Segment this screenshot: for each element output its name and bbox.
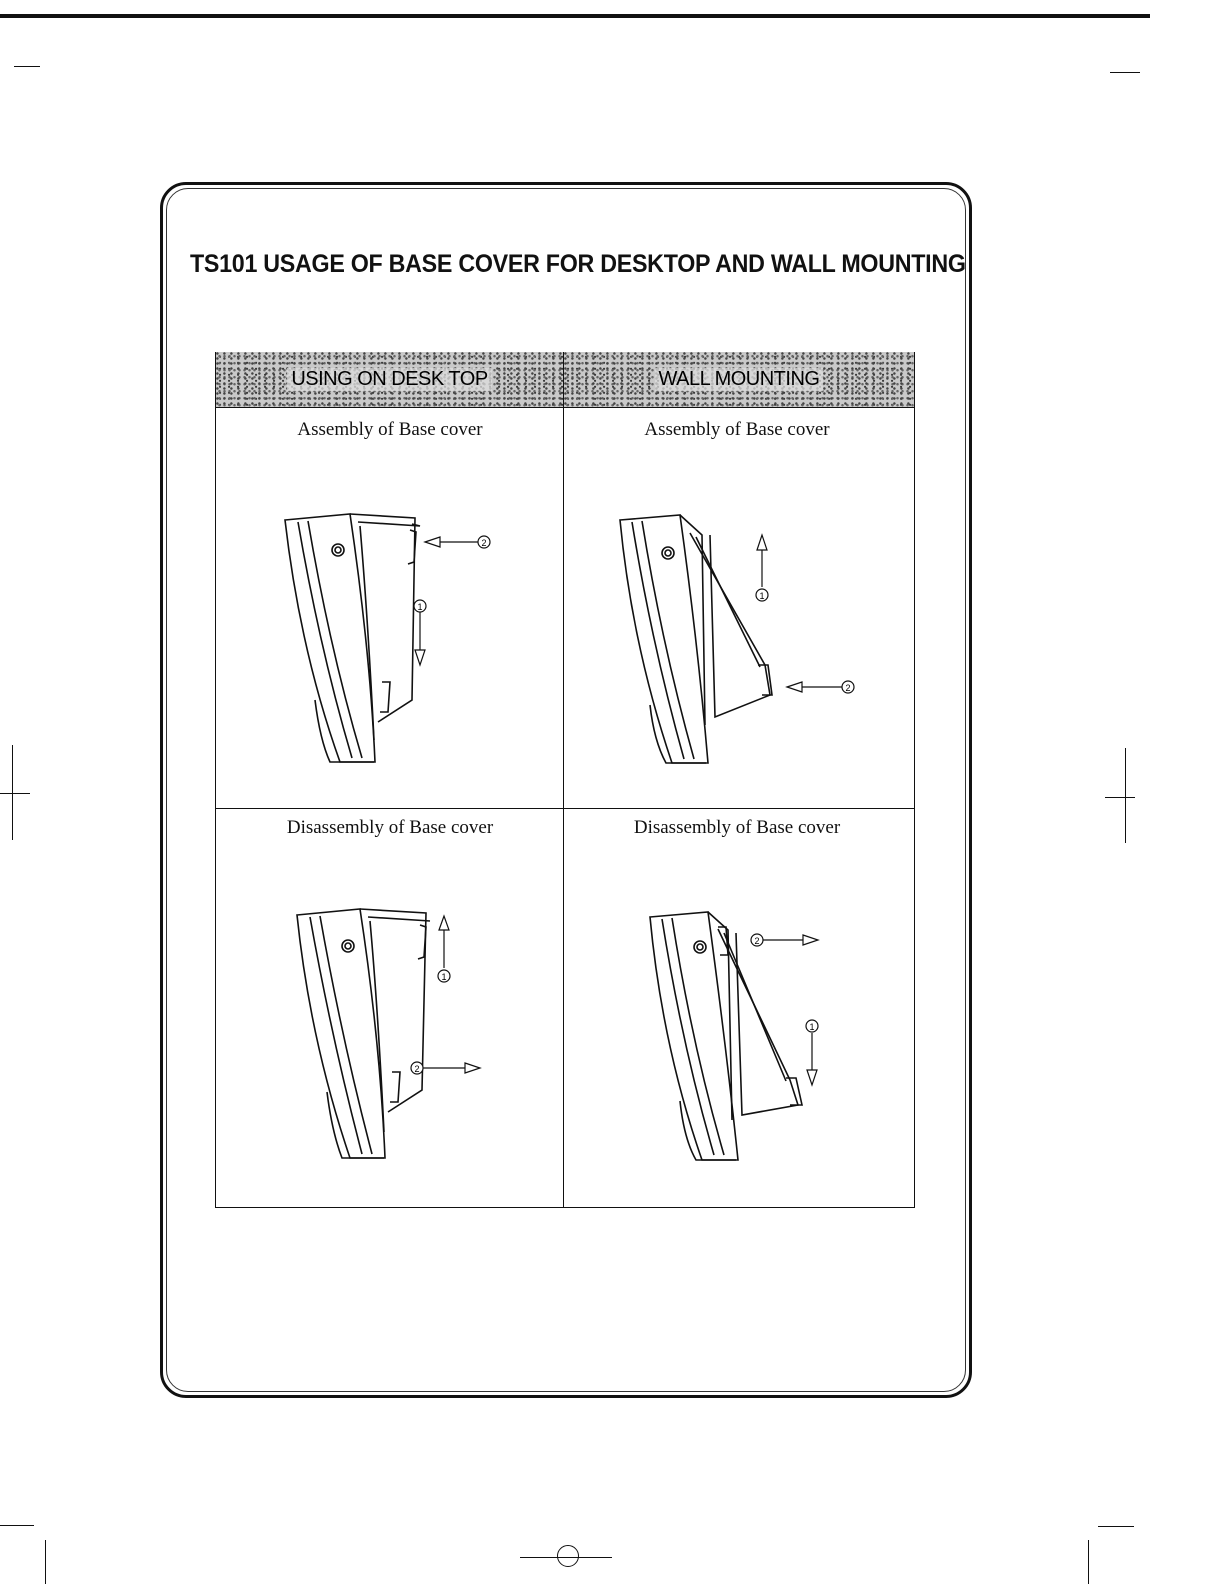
step-number: 2 — [414, 1064, 420, 1074]
registration-mark — [557, 1545, 579, 1567]
wall-assembly-illustration — [610, 505, 870, 785]
cell-caption: Disassembly of Base cover — [633, 817, 841, 838]
arrow-icon — [751, 934, 818, 1085]
registration-mark — [0, 793, 30, 794]
crop-mark — [45, 1540, 46, 1584]
row-divider — [215, 808, 915, 809]
arrow-icon — [756, 535, 854, 693]
column-divider — [563, 352, 564, 1208]
top-rule — [0, 14, 1150, 18]
column-header-label: WALL MOUNTING — [655, 368, 824, 391]
crop-mark — [1098, 1526, 1134, 1527]
column-header-wall — [564, 352, 914, 408]
cell-caption: Assembly of Base cover — [297, 419, 483, 440]
crop-mark — [1088, 1540, 1089, 1584]
cell-caption: Assembly of Base cover — [644, 419, 830, 440]
step-number: 1 — [417, 602, 423, 612]
column-header-desktop — [216, 352, 563, 408]
step-number: 2 — [754, 936, 760, 946]
desk-assembly-illustration — [270, 500, 510, 780]
step-number: 1 — [759, 591, 765, 601]
step-number: 1 — [809, 1022, 815, 1032]
step-number: 1 — [441, 972, 447, 982]
crop-mark — [0, 1525, 34, 1526]
registration-mark — [1125, 748, 1126, 843]
cell-caption: Disassembly of Base cover — [286, 817, 494, 838]
page-title: TS101 USAGE OF BASE COVER FOR DESKTOP AND WALL MOUNTING — [190, 250, 966, 278]
column-header-label: USING ON DESK TOP — [287, 368, 491, 391]
crop-mark — [14, 66, 40, 67]
wall-disassembly-illustration — [640, 905, 880, 1175]
crop-mark — [1110, 72, 1140, 73]
arrow-icon — [411, 916, 480, 1074]
arrow-icon — [414, 536, 490, 665]
step-number: 2 — [845, 683, 851, 693]
registration-mark — [1105, 797, 1135, 798]
desk-disassembly-illustration — [282, 900, 522, 1170]
step-number: 2 — [481, 538, 487, 548]
registration-mark — [12, 745, 13, 840]
